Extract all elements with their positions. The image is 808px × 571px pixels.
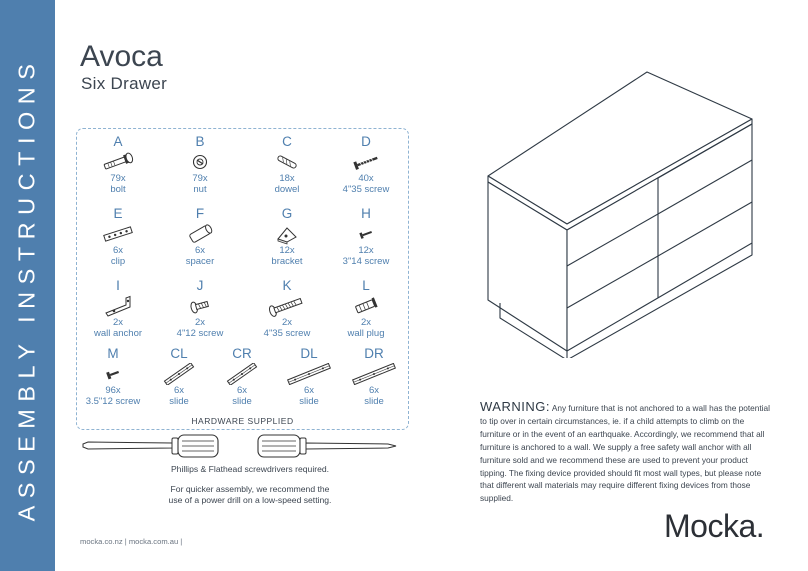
part-letter: A — [113, 134, 123, 149]
part-qty: 12x — [358, 245, 374, 256]
part-f — [165, 207, 235, 267]
part-m — [78, 347, 148, 407]
part-name: spacer — [185, 256, 215, 267]
part-qty: 6x — [236, 385, 248, 396]
part-letter: CR — [232, 346, 252, 361]
part-name: slide — [299, 396, 319, 407]
part-qty: 79x — [110, 173, 126, 184]
part-name: 3.5"12 screw — [85, 396, 141, 407]
part-letter: E — [113, 206, 123, 221]
hardware-caption: HARDWARE SUPPLIED — [191, 416, 294, 426]
part-b — [165, 135, 235, 195]
part-qty: 40x — [358, 173, 374, 184]
part-name: slide — [364, 396, 384, 407]
part-letter: H — [361, 206, 371, 221]
part-a — [83, 135, 153, 195]
part-name: 4"12 screw — [176, 328, 224, 339]
wall-plug-icon — [331, 295, 401, 317]
part-qty: 2x — [281, 317, 293, 328]
part-name: bracket — [271, 256, 303, 267]
part-letter: B — [195, 134, 205, 149]
sidebar-label: ASSEMBLY INSTRUCTIONS — [13, 56, 40, 522]
part-letter: DR — [364, 346, 384, 361]
tiny-screw-icon — [78, 363, 148, 385]
part-qty: 6x — [112, 245, 124, 256]
part-cr — [207, 347, 277, 407]
part-l — [331, 279, 401, 339]
part-qty: 2x — [112, 317, 124, 328]
part-letter: DL — [300, 346, 318, 361]
part-name: 4"35 screw — [342, 184, 390, 195]
part-c — [252, 135, 322, 195]
dresser-illustration — [480, 68, 760, 363]
bolt-icon — [83, 151, 153, 173]
phillips-screwdriver-icon — [258, 435, 396, 457]
part-qty: 12x — [279, 245, 295, 256]
product-subtitle: Six Drawer — [81, 74, 168, 93]
small-screw-icon — [331, 223, 401, 245]
sidebar — [0, 0, 55, 571]
part-k — [252, 279, 322, 339]
part-letter: J — [196, 278, 204, 293]
part-letter: G — [281, 206, 293, 221]
part-name: wall anchor — [93, 328, 143, 339]
part-qty: 6x — [368, 385, 380, 396]
short-screw-icon — [165, 295, 235, 317]
part-letter: D — [361, 134, 371, 149]
nut-icon — [165, 151, 235, 173]
tools-note-line: use of a power drill on a low-speed setting. — [168, 495, 332, 505]
wall-anchor-icon — [83, 295, 153, 317]
part-dl — [274, 347, 344, 407]
part-letter: M — [107, 346, 119, 361]
part-name: nut — [193, 184, 207, 195]
slide-icon — [274, 363, 344, 385]
part-name: slide — [169, 396, 189, 407]
warning-text: Any furniture that is not anchored to a wall has the potential to tip over in certain circumstances, ie. if a child attempts to climb on the furniture or in the event of an earthquake. Accordingly, we recommend that all furniture is anchored to a wall. We supply a free safety wall anchor with all furniture sold and we recommend these are used to prevent your product tipping. The fixing device provided should fit most wall types, but please note that different wall materials may require different fixing devices from those supplied. — [480, 403, 770, 504]
part-letter: K — [282, 278, 292, 293]
part-letter: CL — [170, 346, 188, 361]
spacer-icon — [165, 223, 235, 245]
slide-icon — [144, 363, 214, 385]
slide-icon — [207, 363, 277, 385]
product-title: Avoca — [80, 40, 163, 73]
tools-note — [110, 464, 390, 507]
screw-icon — [331, 151, 401, 173]
footer-links: mocka.co.nz | mocka.com.au | — [80, 537, 183, 546]
part-qty: 2x — [360, 317, 372, 328]
part-qty: 96x — [105, 385, 121, 396]
part-name: clip — [110, 256, 126, 267]
tools-note-line: For quicker assembly, we recommend the — [170, 483, 330, 494]
tools-note-line: Phillips & Flathead screwdrivers required. — [170, 464, 330, 474]
screwdrivers-illustration — [80, 432, 400, 465]
brand-logo: Mocka. — [664, 508, 765, 544]
part-name: slide — [232, 396, 252, 407]
part-j — [165, 279, 235, 339]
part-cl — [144, 347, 214, 407]
part-name: 3"14 screw — [342, 256, 390, 267]
part-d — [331, 135, 401, 195]
slide-icon — [339, 363, 409, 385]
part-i — [83, 279, 153, 339]
warning-title: WARNING: — [480, 399, 550, 414]
part-qty: 18x — [279, 173, 295, 184]
clip-icon — [83, 223, 153, 245]
bracket-icon — [252, 223, 322, 245]
part-qty: 6x — [173, 385, 185, 396]
part-qty: 79x — [192, 173, 208, 184]
part-name: wall plug — [347, 328, 385, 339]
part-e — [83, 207, 153, 267]
part-name: 4"35 screw — [263, 328, 311, 339]
warning-notice — [480, 401, 770, 505]
part-qty: 2x — [194, 317, 206, 328]
part-dr — [339, 347, 409, 407]
part-letter: I — [116, 278, 120, 293]
part-qty: 6x — [194, 245, 206, 256]
long-screw-icon — [252, 295, 322, 317]
part-qty: 6x — [303, 385, 315, 396]
part-letter: L — [362, 278, 370, 293]
part-g — [252, 207, 322, 267]
part-name: dowel — [274, 184, 300, 195]
dowel-icon — [252, 151, 322, 173]
part-letter: C — [282, 134, 292, 149]
part-letter: F — [195, 206, 205, 221]
flathead-screwdriver-icon — [83, 435, 218, 457]
part-h — [331, 207, 401, 267]
part-name: bolt — [110, 184, 126, 195]
